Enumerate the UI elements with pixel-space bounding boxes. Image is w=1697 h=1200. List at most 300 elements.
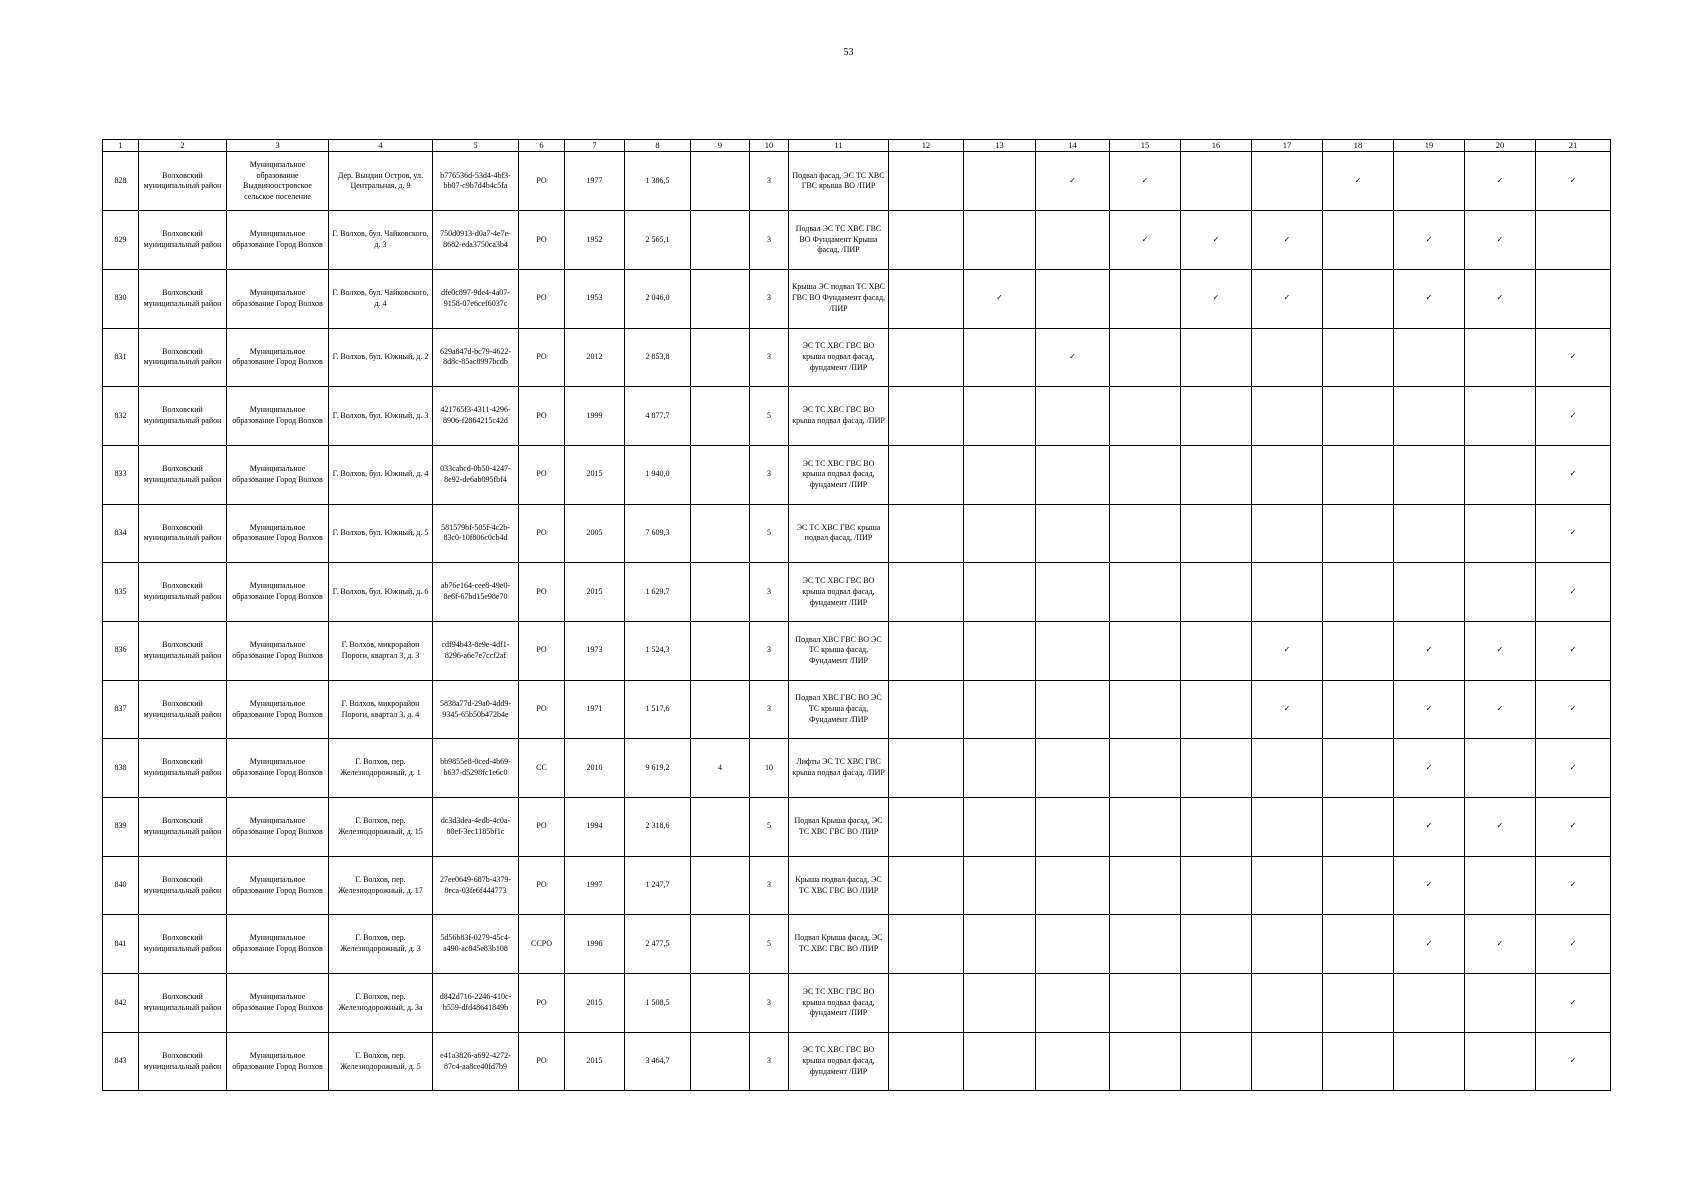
work-column-19-cell xyxy=(1394,856,1465,915)
work-column-14-cell xyxy=(1036,387,1110,446)
work-column-20-cell xyxy=(1465,856,1536,915)
work-column-21-cell xyxy=(1536,211,1611,270)
row-number: 838 xyxy=(103,739,139,798)
works-cell: ЭС ТС ХВС ГВС ВО крыша подвал фасад, фундамент /ПИР xyxy=(789,328,889,387)
table-row xyxy=(103,974,1611,1033)
works-cell: Подвал фасад, ЭС ТС ХВС ГВС крыша ВО /ПИР xyxy=(789,152,889,211)
column-number-9: 9 xyxy=(691,140,750,152)
work-column-17-cell xyxy=(1252,1032,1323,1091)
table-row xyxy=(103,445,1611,504)
table-row xyxy=(103,680,1611,739)
check-mark-icon: ✓ xyxy=(1069,175,1076,185)
work-column-18-cell xyxy=(1323,798,1394,857)
municipality-cell: Муниципальное образование Город Волхов xyxy=(227,328,329,387)
address-cell: Г. Волхов, микрорайон Пороги, квартал 3, д. 4 xyxy=(329,680,433,739)
year-cell: 1999 xyxy=(565,387,625,446)
district-cell: Волховский муниципальный район xyxy=(139,211,227,270)
address-cell: Г. Волхов, бул. Южный, д. 4 xyxy=(329,445,433,504)
work-column-16-cell xyxy=(1181,856,1252,915)
work-column-16-cell xyxy=(1181,680,1252,739)
work-column-14-cell xyxy=(1036,563,1110,622)
work-column-19-cell xyxy=(1394,387,1465,446)
work-column-21-cell xyxy=(1536,387,1611,446)
check-mark-icon: ✓ xyxy=(1425,704,1433,714)
work-column-16-cell xyxy=(1181,739,1252,798)
work-column-15-cell xyxy=(1110,445,1181,504)
year-cell: 2005 xyxy=(565,504,625,563)
page-number: 53 xyxy=(843,47,854,58)
table-row xyxy=(103,798,1611,857)
work-column-14-cell xyxy=(1036,680,1110,739)
work-column-17-cell xyxy=(1252,269,1323,328)
year-cell: 2015 xyxy=(565,974,625,1033)
check-mark-icon: ✓ xyxy=(1425,645,1433,655)
column-10-cell: 5 xyxy=(750,915,789,974)
row-number: 829 xyxy=(103,211,139,270)
column-number-13: 13 xyxy=(964,140,1036,152)
year-cell: 1971 xyxy=(565,680,625,739)
work-column-16-cell xyxy=(1181,915,1252,974)
work-column-15-cell xyxy=(1110,269,1181,328)
work-column-15-cell xyxy=(1110,798,1181,857)
row-number: 840 xyxy=(103,856,139,915)
address-cell: Г. Волхов, бул. Южный, д. 3 xyxy=(329,387,433,446)
work-column-21-cell xyxy=(1536,739,1611,798)
address-cell: Г. Волхов, пер. Железнодорожный, д. 1 xyxy=(329,739,433,798)
check-mark-icon: ✓ xyxy=(1569,469,1577,479)
row-number: 828 xyxy=(103,152,139,211)
work-column-12-cell xyxy=(889,152,964,211)
work-column-12-cell xyxy=(889,563,964,622)
guid-cell: 750d0913-d0a7-4e7e-8682-eda3750ca3b4 xyxy=(433,211,519,270)
check-mark-icon: ✓ xyxy=(1569,410,1577,420)
column-number-17: 17 xyxy=(1252,140,1323,152)
district-cell: Волховский муниципальный район xyxy=(139,445,227,504)
work-column-19-cell xyxy=(1394,152,1465,211)
column-10-cell: 3 xyxy=(750,328,789,387)
column-10-cell: 3 xyxy=(750,974,789,1033)
work-column-19-cell xyxy=(1394,798,1465,857)
column-number-19: 19 xyxy=(1394,140,1465,152)
check-mark-icon: ✓ xyxy=(1569,762,1577,772)
column-number-20: 20 xyxy=(1465,140,1536,152)
row-number: 834 xyxy=(103,504,139,563)
row-number: 839 xyxy=(103,798,139,857)
work-column-14-cell xyxy=(1036,798,1110,857)
column-number-21: 21 xyxy=(1536,140,1611,152)
address-cell: Г. Волхов, пер. Железнодорожный, д. 17 xyxy=(329,856,433,915)
check-mark-icon: ✓ xyxy=(1569,645,1577,655)
row-number: 835 xyxy=(103,563,139,622)
work-column-17-cell xyxy=(1252,798,1323,857)
work-column-18-cell xyxy=(1323,269,1394,328)
work-column-13-cell xyxy=(964,387,1036,446)
district-cell: Волховский муниципальный район xyxy=(139,798,227,857)
work-column-16-cell xyxy=(1181,563,1252,622)
column-9-cell xyxy=(691,387,750,446)
municipality-cell: Муниципальное образование Город Волхов xyxy=(227,915,329,974)
row-number: 831 xyxy=(103,328,139,387)
work-column-15-cell xyxy=(1110,387,1181,446)
work-column-17-cell xyxy=(1252,974,1323,1033)
work-column-21-cell xyxy=(1536,152,1611,211)
work-column-21-cell xyxy=(1536,563,1611,622)
work-column-18-cell xyxy=(1323,739,1394,798)
column-9-cell xyxy=(691,1032,750,1091)
guid-cell: d842d716-2246-410c-b559-dfd48641849b xyxy=(433,974,519,1033)
work-column-16-cell xyxy=(1181,269,1252,328)
district-cell: Волховский муниципальный район xyxy=(139,974,227,1033)
area-cell: 7 609,3 xyxy=(625,504,691,563)
column-number-14: 14 xyxy=(1036,140,1110,152)
work-column-20-cell xyxy=(1465,387,1536,446)
district-cell: Волховский муниципальный район xyxy=(139,563,227,622)
check-mark-icon: ✓ xyxy=(1496,293,1504,303)
work-column-19-cell xyxy=(1394,621,1465,680)
year-cell: 2010 xyxy=(565,739,625,798)
work-column-16-cell xyxy=(1181,621,1252,680)
work-column-18-cell xyxy=(1323,563,1394,622)
work-column-20-cell xyxy=(1465,739,1536,798)
guid-cell: dc3d3dea-4edb-4c0a-80ef-3ec1185bf1c xyxy=(433,798,519,857)
work-column-13-cell xyxy=(964,1032,1036,1091)
column-number-11: 11 xyxy=(789,140,889,152)
check-mark-icon: ✓ xyxy=(1569,880,1577,890)
work-column-19-cell xyxy=(1394,328,1465,387)
area-cell: 2 853,8 xyxy=(625,328,691,387)
column-9-cell xyxy=(691,269,750,328)
address-cell: Г. Волхов, бул. Южный, д. 5 xyxy=(329,504,433,563)
work-column-13-cell xyxy=(964,328,1036,387)
work-column-15-cell xyxy=(1110,211,1181,270)
column-number-12: 12 xyxy=(889,140,964,152)
work-column-17-cell xyxy=(1252,445,1323,504)
works-cell: Подвал Крыша фасад, ЭС ТС ХВС ГВС ВО /ПИР xyxy=(789,915,889,974)
check-mark-icon: ✓ xyxy=(1141,175,1149,185)
work-column-12-cell xyxy=(889,211,964,270)
municipality-cell: Муниципальное образование Город Волхов xyxy=(227,387,329,446)
work-column-15-cell xyxy=(1110,974,1181,1033)
row-number: 833 xyxy=(103,445,139,504)
work-column-17-cell xyxy=(1252,621,1323,680)
guid-cell: e41a3826-a692-4272-87c4-aa8ce40fd7b9 xyxy=(433,1032,519,1091)
works-cell: Подвал ЭС ТС ХВС ГВС ВО Фундамент Крыша фасад, /ПИР xyxy=(789,211,889,270)
area-cell: 1 508,5 xyxy=(625,974,691,1033)
work-column-17-cell xyxy=(1252,504,1323,563)
guid-cell: 421765f3-4311-4296-8906-f2864215c42d xyxy=(433,387,519,446)
check-mark-icon: ✓ xyxy=(1569,1056,1577,1066)
area-cell: 1 629,7 xyxy=(625,563,691,622)
check-mark-icon: ✓ xyxy=(1354,175,1362,185)
area-cell: 4 877,7 xyxy=(625,387,691,446)
area-cell: 1 517,6 xyxy=(625,680,691,739)
work-column-16-cell xyxy=(1181,387,1252,446)
guid-cell: 5d56b83f-0279-45c4-a490-ac845e83b108 xyxy=(433,915,519,974)
work-column-12-cell xyxy=(889,1032,964,1091)
work-column-13-cell xyxy=(964,445,1036,504)
work-column-21-cell xyxy=(1536,269,1611,328)
address-cell: Г. Волхов, пер. Железнодорожный, д. 3а xyxy=(329,974,433,1033)
check-mark-icon: ✓ xyxy=(1496,645,1504,655)
check-mark-icon: ✓ xyxy=(1069,351,1076,361)
column-10-cell: 3 xyxy=(750,445,789,504)
check-mark-icon: ✓ xyxy=(996,293,1003,303)
work-column-21-cell xyxy=(1536,856,1611,915)
work-column-19-cell xyxy=(1394,1032,1465,1091)
work-column-12-cell xyxy=(889,915,964,974)
works-cell: ЭС ТС ХВС ГВС ВО крыша подвал фасад, фундамент /ПИР xyxy=(789,1032,889,1091)
column-10-cell: 3 xyxy=(750,856,789,915)
work-column-14-cell xyxy=(1036,739,1110,798)
work-column-12-cell xyxy=(889,504,964,563)
work-column-12-cell xyxy=(889,856,964,915)
ownership-type-cell: РО xyxy=(519,621,565,680)
district-cell: Волховский муниципальный район xyxy=(139,856,227,915)
check-mark-icon: ✓ xyxy=(1212,234,1220,244)
work-column-12-cell xyxy=(889,739,964,798)
table-row xyxy=(103,856,1611,915)
work-column-18-cell xyxy=(1323,974,1394,1033)
table-row xyxy=(103,269,1611,328)
check-mark-icon: ✓ xyxy=(1569,528,1577,538)
column-10-cell: 10 xyxy=(750,739,789,798)
work-column-12-cell xyxy=(889,269,964,328)
work-column-20-cell xyxy=(1465,974,1536,1033)
work-column-17-cell xyxy=(1252,152,1323,211)
works-cell: Крыша подвал фасад, ЭС ТС ХВС ГВС ВО /ПИР xyxy=(789,856,889,915)
check-mark-icon: ✓ xyxy=(1212,293,1220,303)
work-column-21-cell xyxy=(1536,798,1611,857)
work-column-18-cell xyxy=(1323,856,1394,915)
check-mark-icon: ✓ xyxy=(1425,821,1433,831)
work-column-13-cell xyxy=(964,621,1036,680)
row-number: 832 xyxy=(103,387,139,446)
municipality-cell: Муниципальное образование Город Волхов xyxy=(227,798,329,857)
guid-cell: ab76e164-cee8-49e0-8e6f-67bd15e98e70 xyxy=(433,563,519,622)
table-body xyxy=(103,152,1611,1091)
column-number-15: 15 xyxy=(1110,140,1181,152)
work-column-16-cell xyxy=(1181,504,1252,563)
column-9-cell xyxy=(691,211,750,270)
work-column-19-cell xyxy=(1394,211,1465,270)
work-column-15-cell xyxy=(1110,621,1181,680)
check-mark-icon: ✓ xyxy=(1569,938,1577,948)
district-cell: Волховский муниципальный район xyxy=(139,739,227,798)
district-cell: Волховский муниципальный район xyxy=(139,915,227,974)
work-column-19-cell xyxy=(1394,974,1465,1033)
header-row xyxy=(103,140,1611,152)
check-mark-icon: ✓ xyxy=(1425,293,1433,303)
works-cell: ЭС ТС ХВС ГВС ВО крыша подвал фасад, фундамент /ПИР xyxy=(789,974,889,1033)
ownership-type-cell: РО xyxy=(519,211,565,270)
work-column-20-cell xyxy=(1465,152,1536,211)
works-cell: ЭС ТС ХВС ГВС ВО крыша подвал фасад, фундамент /ПИР xyxy=(789,445,889,504)
work-column-20-cell xyxy=(1465,328,1536,387)
ownership-type-cell: РО xyxy=(519,680,565,739)
row-number: 830 xyxy=(103,269,139,328)
work-column-20-cell xyxy=(1465,445,1536,504)
column-10-cell: 3 xyxy=(750,269,789,328)
ownership-type-cell: РО xyxy=(519,387,565,446)
work-column-12-cell xyxy=(889,798,964,857)
ownership-type-cell: РО xyxy=(519,269,565,328)
column-10-cell: 5 xyxy=(750,798,789,857)
address-cell: Г. Волхов, микрорайон Пороги, квартал 3, д. 3 xyxy=(329,621,433,680)
work-column-21-cell xyxy=(1536,445,1611,504)
column-9-cell xyxy=(691,445,750,504)
work-column-12-cell xyxy=(889,974,964,1033)
table-row xyxy=(103,1032,1611,1091)
check-mark-icon: ✓ xyxy=(1496,938,1504,948)
works-cell: ЭС ТС ХВС ГВС ВО крыша подвал фасад, /ПИР xyxy=(789,387,889,446)
row-number: 842 xyxy=(103,974,139,1033)
row-number: 841 xyxy=(103,915,139,974)
column-9-cell xyxy=(691,152,750,211)
work-column-20-cell xyxy=(1465,504,1536,563)
column-9-cell xyxy=(691,621,750,680)
work-column-15-cell xyxy=(1110,915,1181,974)
year-cell: 1952 xyxy=(565,211,625,270)
works-cell: Подвал ХВС ГВС ВО ЭС ТС крыша фасад, Фундамент /ПИР xyxy=(789,621,889,680)
work-column-15-cell xyxy=(1110,152,1181,211)
address-cell: Г. Волхов, пер. Железнодорожный, д. 3 xyxy=(329,915,433,974)
work-column-13-cell xyxy=(964,856,1036,915)
work-column-16-cell xyxy=(1181,152,1252,211)
column-9-cell: 4 xyxy=(691,739,750,798)
area-cell: 2 318,6 xyxy=(625,798,691,857)
year-cell: 1977 xyxy=(565,152,625,211)
column-10-cell: 3 xyxy=(750,621,789,680)
year-cell: 2015 xyxy=(565,1032,625,1091)
check-mark-icon: ✓ xyxy=(1569,586,1577,596)
municipality-cell: Муниципальное образование Город Волхов xyxy=(227,974,329,1033)
table-row xyxy=(103,621,1611,680)
work-column-18-cell xyxy=(1323,1032,1394,1091)
column-number-7: 7 xyxy=(565,140,625,152)
district-cell: Волховский муниципальный район xyxy=(139,269,227,328)
work-column-14-cell xyxy=(1036,621,1110,680)
check-mark-icon: ✓ xyxy=(1496,234,1504,244)
row-number: 837 xyxy=(103,680,139,739)
district-cell: Волховский муниципальный район xyxy=(139,328,227,387)
work-column-19-cell xyxy=(1394,269,1465,328)
work-column-16-cell xyxy=(1181,798,1252,857)
year-cell: 1953 xyxy=(565,269,625,328)
column-number-8: 8 xyxy=(625,140,691,152)
check-mark-icon: ✓ xyxy=(1283,704,1291,714)
ownership-type-cell: РО xyxy=(519,152,565,211)
work-column-14-cell xyxy=(1036,328,1110,387)
municipality-cell: Муниципальное образование Город Волхов xyxy=(227,739,329,798)
municipality-cell: Муниципальное образование Город Волхов xyxy=(227,1032,329,1091)
work-column-20-cell xyxy=(1465,621,1536,680)
check-mark-icon: ✓ xyxy=(1425,234,1433,244)
work-column-15-cell xyxy=(1110,739,1181,798)
column-10-cell: 5 xyxy=(750,387,789,446)
table-row xyxy=(103,563,1611,622)
column-9-cell xyxy=(691,328,750,387)
work-column-12-cell xyxy=(889,445,964,504)
work-column-14-cell xyxy=(1036,269,1110,328)
work-column-12-cell xyxy=(889,680,964,739)
column-10-cell: 3 xyxy=(750,1032,789,1091)
district-cell: Волховский муниципальный район xyxy=(139,152,227,211)
check-mark-icon: ✓ xyxy=(1496,821,1504,831)
work-column-12-cell xyxy=(889,621,964,680)
work-column-19-cell xyxy=(1394,680,1465,739)
column-number-1: 1 xyxy=(103,140,139,152)
column-number-5: 5 xyxy=(433,140,519,152)
work-column-14-cell xyxy=(1036,915,1110,974)
works-cell: Подвал ХВС ГВС ВО ЭС ТС крыша фасад, Фундамент /ПИР xyxy=(789,680,889,739)
check-mark-icon: ✓ xyxy=(1496,704,1504,714)
area-cell: 1 524,3 xyxy=(625,621,691,680)
work-column-13-cell xyxy=(964,915,1036,974)
area-cell: 2 477,5 xyxy=(625,915,691,974)
work-column-21-cell xyxy=(1536,915,1611,974)
ownership-type-cell: РО xyxy=(519,974,565,1033)
address-cell: Дер. Вындин Остров, ул. Центральная, д. 9 xyxy=(329,152,433,211)
work-column-13-cell xyxy=(964,269,1036,328)
work-column-16-cell xyxy=(1181,328,1252,387)
work-column-19-cell xyxy=(1394,445,1465,504)
guid-cell: dfe0c897-9de4-4a07-9158-07e6cef6037c xyxy=(433,269,519,328)
guid-cell: bb9855e8-0ced-4b69-b637-d5298fc1e6c0 xyxy=(433,739,519,798)
check-mark-icon: ✓ xyxy=(1496,175,1504,185)
municipality-cell: Муниципальное образование Город Волхов xyxy=(227,856,329,915)
guid-cell: 27ee0649-687b-4379-8eca-03fe6f444773 xyxy=(433,856,519,915)
column-9-cell xyxy=(691,563,750,622)
work-column-15-cell xyxy=(1110,328,1181,387)
work-column-20-cell xyxy=(1465,269,1536,328)
work-column-12-cell xyxy=(889,328,964,387)
check-mark-icon: ✓ xyxy=(1283,645,1291,655)
work-column-15-cell xyxy=(1110,563,1181,622)
housing-register-table xyxy=(102,139,1611,1091)
work-column-18-cell xyxy=(1323,387,1394,446)
ownership-type-cell: ССРО xyxy=(519,915,565,974)
table-row xyxy=(103,915,1611,974)
ownership-type-cell: РО xyxy=(519,328,565,387)
area-cell: 9 619,2 xyxy=(625,739,691,798)
year-cell: 2015 xyxy=(565,563,625,622)
address-cell: Г. Волхов, бул. Южный, д. 2 xyxy=(329,328,433,387)
work-column-21-cell xyxy=(1536,1032,1611,1091)
column-10-cell: 3 xyxy=(750,211,789,270)
column-number-18: 18 xyxy=(1323,140,1394,152)
work-column-17-cell xyxy=(1252,739,1323,798)
works-cell: ЭС ТС ХВС ГВС ВО крыша подвал фасад, фундамент /ПИР xyxy=(789,563,889,622)
work-column-15-cell xyxy=(1110,680,1181,739)
work-column-15-cell xyxy=(1110,1032,1181,1091)
work-column-17-cell xyxy=(1252,915,1323,974)
work-column-13-cell xyxy=(964,563,1036,622)
work-column-14-cell xyxy=(1036,445,1110,504)
check-mark-icon: ✓ xyxy=(1569,351,1577,361)
year-cell: 1996 xyxy=(565,915,625,974)
works-cell: Подвал Крыша фасад, ЭС ТС ХВС ГВС ВО /ПИР xyxy=(789,798,889,857)
work-column-13-cell xyxy=(964,739,1036,798)
work-column-20-cell xyxy=(1465,1032,1536,1091)
work-column-19-cell xyxy=(1394,504,1465,563)
work-column-18-cell xyxy=(1323,328,1394,387)
address-cell: Г. Волхов, пер. Железнодорожный, д. 15 xyxy=(329,798,433,857)
works-cell: Крыша ЭС подвал ТС ХВС ГВС ВО Фундамент фасад, /ПИР xyxy=(789,269,889,328)
work-column-20-cell xyxy=(1465,211,1536,270)
work-column-14-cell xyxy=(1036,974,1110,1033)
municipality-cell: Муниципальное образование Выдвиноостровское сельское поселение xyxy=(227,152,329,211)
table-row xyxy=(103,328,1611,387)
